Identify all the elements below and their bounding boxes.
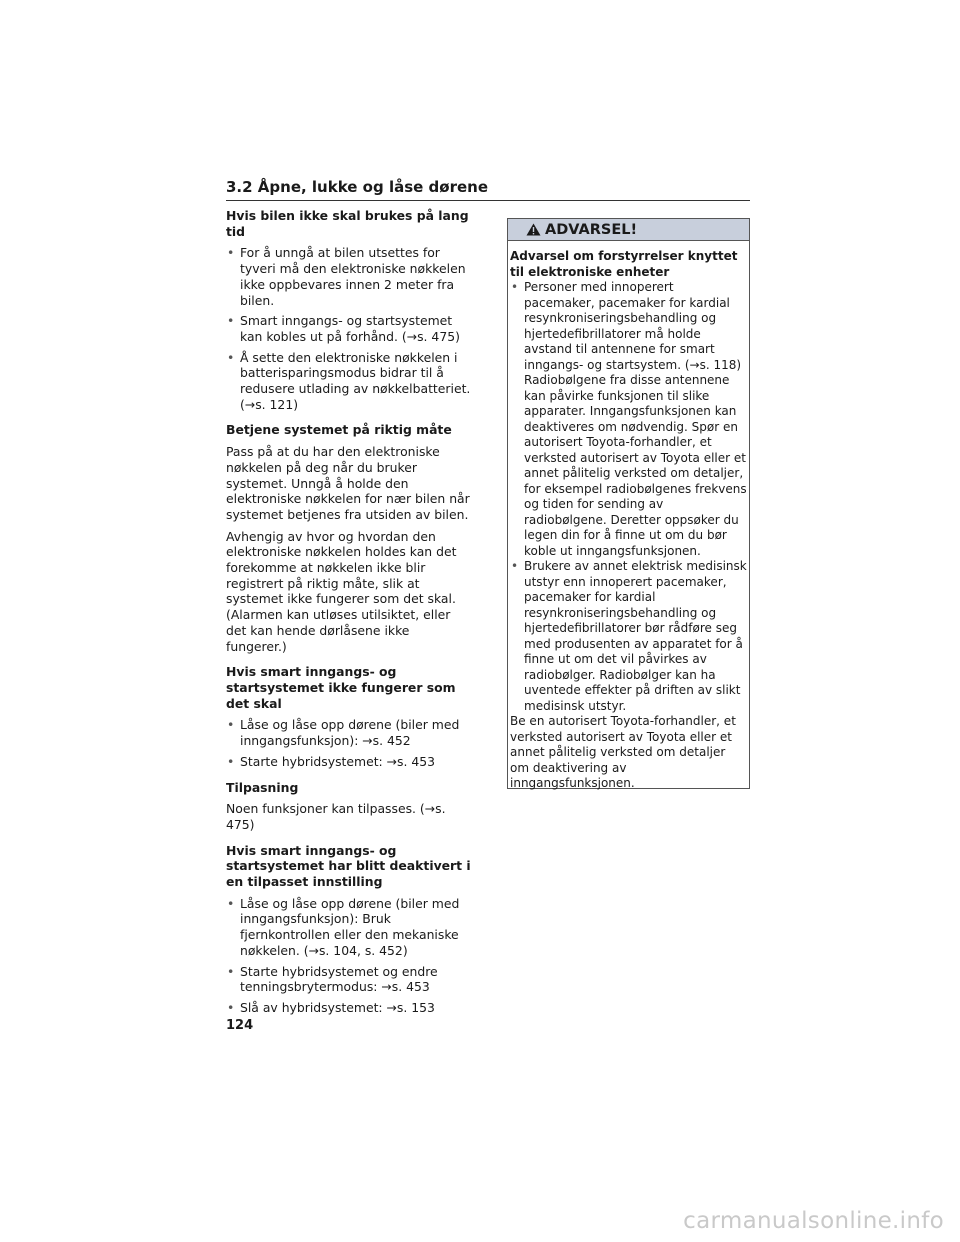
bullet-list [226, 717, 472, 769]
watermark: carmanualsonline.info [683, 1208, 944, 1234]
section-heading: Tilpasning [226, 779, 299, 795]
warning-body [508, 241, 749, 792]
list-item: • Smart inngangs- og startsystemet kan kobles ut på forhånd. (→s. 475) [226, 313, 472, 344]
paragraph: Avhengig av hvor og hvordan den elektroniske nøkkelen holdes kan det forekomme at nøkkelen ikke blir registrert på riktig måte, slik at systemet ikke fungerer som det skal. (Alarmen kan utløses utilsiktet, eller det kan hende dørlåsene ikke fungerer.) [226, 528, 457, 654]
warning-heading: Advarsel om forstyrrelser knyttet til elektroniske enheter [510, 249, 738, 279]
section-correct-use [226, 422, 472, 654]
warning-triangle-icon [526, 223, 541, 236]
list-item: • Låse og låse opp dørene (biler med inngangsfunksjon): →s. 452 [226, 717, 472, 748]
bullet-list [226, 245, 472, 412]
bullet-list [226, 896, 472, 1016]
list-item: • Personer med innoperert pacemaker, pacemaker for kardial resynkroniseringsbehandling og hjertedefibrillatorer må holde avstand til antennene for smart inngangs- og startsystem. (→s. 118) Radiobølgene fra disse antennene kan påvirke funksjonen til slike apparater. Inngangsfunksjonen kan deaktiveres om nødvendig. Spør en autorisert Toyota-forhandler, et verksted autorisert av Toyota eller et annet pålitelig verksted om detaljer, for eksempel radiobølgenes frekvens og tiden for sending av radiobølgene. Deretter oppsøker du legen din for å finne ut om du bør koble ut inngangsfunksjonen. [510, 280, 747, 559]
list-item: • Brukere av annet elektrisk medisinsk utstyr enn innoperert pacemaker, pacemaker for kardial resynkroniseringsbehandling og hjertedefibrillatorer bør rådføre seg med produsenten av apparatet for å finne ut om det vil påvirkes av radiobølger. Radiobølger kan ha uventede effekter på driften av slikt medisinsk utstyr. [510, 559, 747, 714]
warning-header [508, 219, 749, 241]
section-heading: Hvis smart inngangs- og startsystemet ikke fungerer som det skal [226, 664, 456, 711]
list-item: • Å sette den elektroniske nøkkelen i batterisparingsmodus bidrar til å redusere utlading av nøkkelbatteriet. (→s. 121) [226, 350, 472, 413]
warning-title: ADVARSEL! [545, 221, 638, 238]
list-item: • Låse og låse opp dørene (biler med inngangsfunksjon): Bruk fjernkontrollen eller den mekaniske nøkkelen. (→s. 104, s. 452) [226, 896, 472, 959]
list-item: • Slå av hybridsystemet: →s. 153 [226, 1000, 472, 1016]
section-long-storage [226, 208, 472, 412]
section-heading: Hvis smart inngangs- og startsystemet har blitt deaktivert i en tilpasset innstilling [226, 842, 471, 890]
section-heading: Betjene systemet på riktig måte [226, 422, 452, 438]
list-item: • Starte hybridsystemet og endre tenningsbrytermodus: →s. 453 [226, 964, 472, 995]
warning-list [510, 280, 747, 714]
section-malfunction [226, 664, 472, 769]
list-item: • Starte hybridsystemet: →s. 453 [226, 754, 472, 770]
section-customization [226, 780, 472, 833]
page-number: 124 [226, 1018, 254, 1033]
left-column [226, 208, 472, 1026]
section-header: 3.2 Åpne, lukke og låse dørene [226, 178, 750, 201]
paragraph: Pass på at du har den elektroniske nøkkelen på deg når du bruker systemet. Unngå å holde den elektroniske nøkkelen for nær bilen når systemet betjenes fra utsiden av bilen. [226, 444, 470, 522]
list-item: • For å unngå at bilen utsettes for tyveri må den elektroniske nøkkelen ikke oppbevares innen 2 meter fra bilen. [226, 245, 472, 308]
section-deactivated [226, 843, 472, 1016]
section-heading: Hvis bilen ikke skal brukes på lang tid [226, 208, 469, 239]
warning-footer: Be en autorisert Toyota-forhandler, et verksted autorisert av Toyota eller et annet pålitelig verksted om detaljer om deaktivering av inngangsfunksjonen. [510, 714, 736, 790]
paragraph: Noen funksjoner kan tilpasses. (→s. 475) [226, 801, 446, 832]
warning-box [507, 218, 750, 789]
